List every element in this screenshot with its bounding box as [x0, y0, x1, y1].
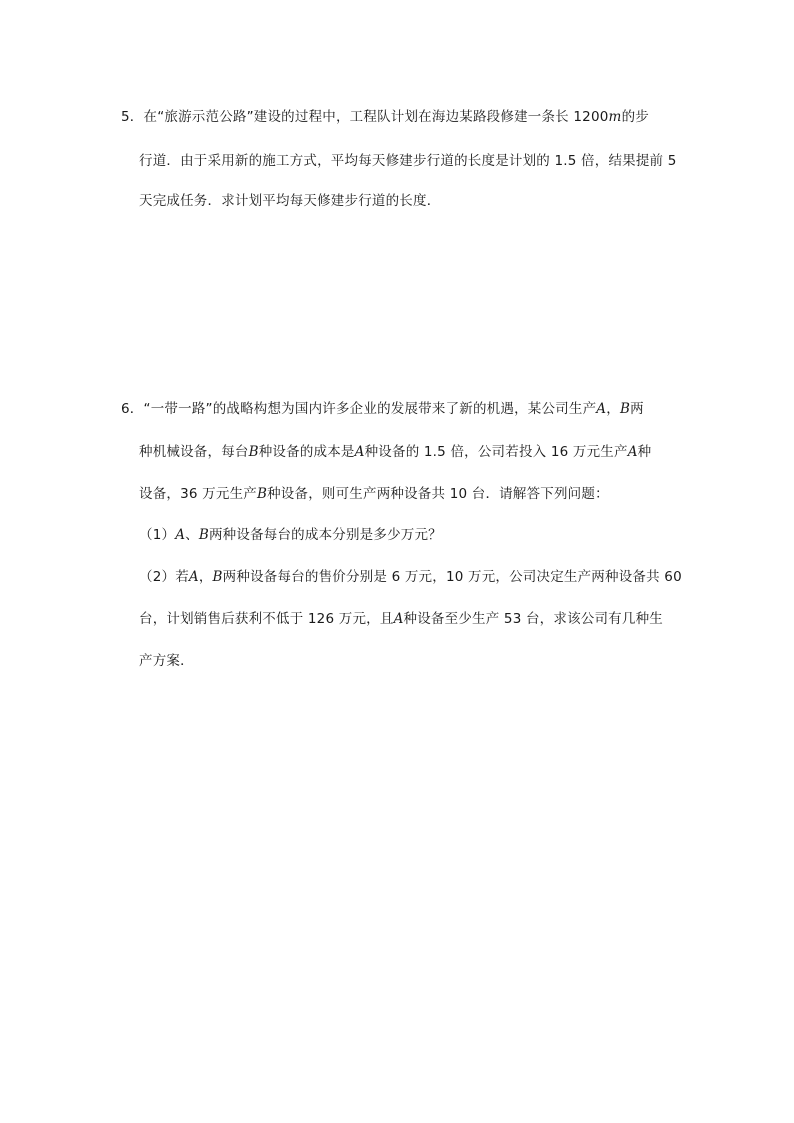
part-2-text: 产方案． — [139, 653, 194, 669]
part-2-text: ， — [198, 569, 213, 585]
math-var-b: B — [198, 527, 209, 543]
problem-6-text: “一带一路”的战略构想为国内许多企业的发展带来了新的机遇，某公司生产 — [143, 401, 597, 417]
problem-6-text: 种设备的 1.5 倍，公司若投入 16 万元生产 — [364, 444, 628, 460]
part-1-text: 、 — [185, 527, 199, 543]
problem-6-part-2-line-3 — [139, 652, 194, 670]
problem-5-number: 5． — [121, 109, 144, 125]
problem-6-text: 设备，36 万元生产 — [139, 486, 257, 502]
part-2-text: 种设备至少生产 53 台，求该公司有几种生 — [403, 611, 663, 627]
problem-6-number: 6． — [121, 401, 144, 417]
math-var-b: B — [212, 569, 223, 585]
math-var-a: A — [188, 569, 199, 585]
part-1-label: （1） — [139, 527, 176, 543]
problem-6-part-1 — [139, 526, 442, 544]
problem-6-part-2-line-1 — [139, 568, 682, 586]
math-var-a: A — [393, 611, 404, 627]
problem-5-line-2 — [139, 152, 677, 170]
math-var-a: A — [627, 444, 638, 460]
math-var-b: B — [248, 444, 259, 460]
problem-6-text: 种设备的成本是 — [258, 444, 355, 460]
problem-5-text: 在“旅游示范公路”建设的过程中，工程队计划在海边某路段修建一条长 1200 — [143, 109, 609, 125]
problem-6-text: 种设备，则可生产两种设备共 10 台．请解答下列问题： — [267, 486, 609, 502]
math-var-b: B — [256, 486, 268, 502]
problem-6-part-2-line-2 — [139, 610, 663, 628]
problem-5-line-3 — [139, 192, 440, 210]
problem-6-text: 种机械设备，每台 — [139, 444, 249, 460]
problem-6-text: ， — [606, 401, 620, 417]
math-var-a: A — [175, 527, 186, 543]
math-var-a: A — [354, 444, 365, 460]
math-var-m: m — [608, 109, 622, 125]
problem-6-line-1 — [121, 400, 644, 418]
part-1-text: 两种设备每台的成本分别是多少万元？ — [208, 527, 442, 543]
problem-6-line-2 — [139, 443, 651, 461]
problem-5-text: 天完成任务．求计划平均每天修建步行道的长度． — [139, 193, 441, 209]
part-2-text: 两种设备每台的售价分别是 6 万元，10 万元，公司决定生产两种设备共 60 — [222, 569, 682, 585]
math-var-b: B — [619, 401, 631, 417]
problem-5-line-1 — [121, 108, 649, 126]
part-2-label: （2）若 — [139, 569, 189, 585]
problem-5-text: 行道．由于采用新的施工方式，平均每天修建步行道的长度是计划的 1.5 倍，结果提前 5 — [139, 153, 677, 169]
problem-6-text: 种 — [637, 444, 652, 460]
problem-6-line-3 — [139, 485, 609, 503]
math-var-a: A — [596, 401, 607, 417]
problem-6-text: 两 — [630, 401, 644, 417]
problem-5-text: 的步 — [621, 109, 649, 125]
part-2-text: 台，计划销售后获利不低于 126 万元，且 — [139, 611, 394, 627]
